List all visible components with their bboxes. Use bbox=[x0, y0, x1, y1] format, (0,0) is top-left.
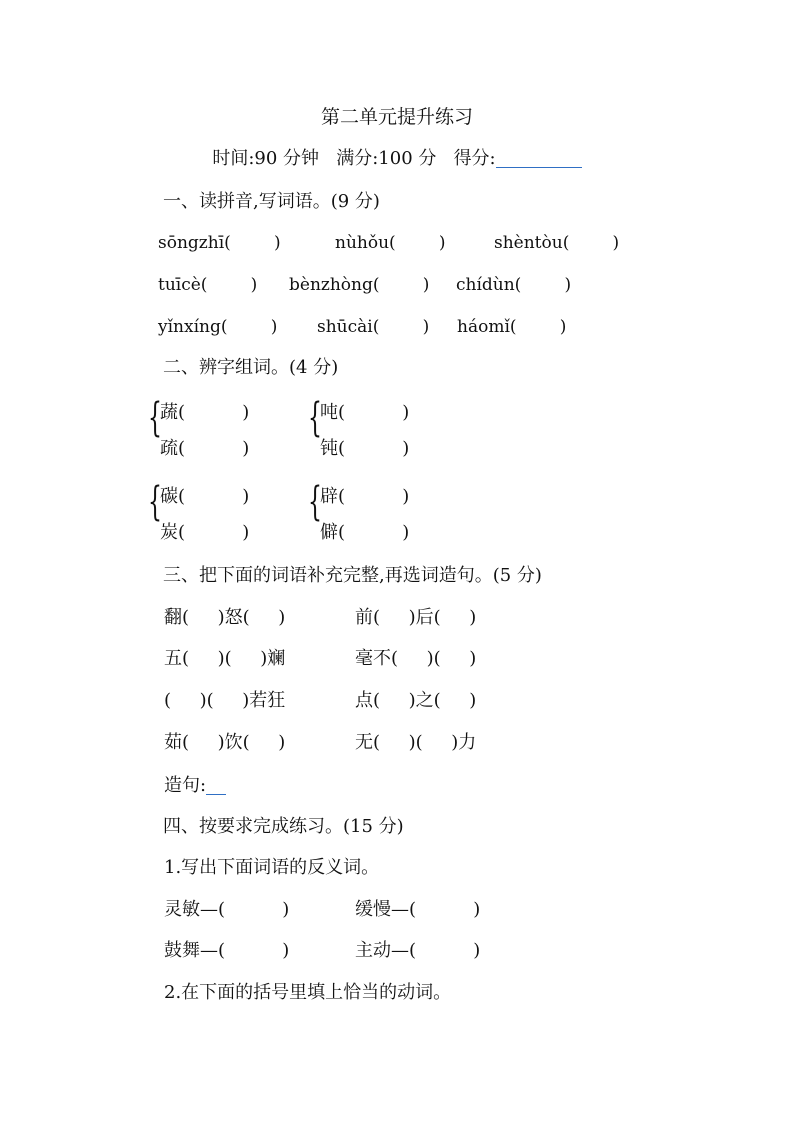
sentence-row bbox=[164, 774, 226, 797]
idiom-item: 前( )后( ) bbox=[355, 607, 477, 628]
score-blank[interactable] bbox=[496, 147, 582, 168]
pinyin-item: sōngzhī( ) bbox=[158, 233, 281, 253]
pinyin-item: shūcài( ) bbox=[317, 317, 430, 337]
sentence-blank[interactable] bbox=[206, 774, 226, 795]
full-score-info: 满分:100 分 bbox=[336, 148, 437, 169]
char-item: 疏( ) bbox=[160, 438, 250, 459]
pinyin-item: tuīcè( ) bbox=[158, 275, 258, 295]
section-2-heading: 二、辨字组词。(4 分) bbox=[163, 357, 339, 378]
page-title: 第二单元提升练习 bbox=[320, 106, 473, 128]
pinyin-item: bènzhòng( ) bbox=[289, 275, 430, 295]
idiom-item: 翻( )怒( ) bbox=[164, 607, 286, 628]
score-label: 得分: bbox=[453, 148, 496, 169]
section-1-heading: 一、读拼音,写词语。(9 分) bbox=[163, 191, 380, 212]
char-item: 吨( ) bbox=[320, 402, 410, 423]
antonym-item: 鼓舞—( ) bbox=[164, 940, 290, 961]
sentence-label: 造句: bbox=[164, 775, 207, 796]
idiom-item: 茹( )饮( ) bbox=[164, 732, 286, 753]
pinyin-item: yǐnxíng( ) bbox=[158, 317, 278, 337]
question-1: 1.写出下面词语的反义词。 bbox=[164, 857, 380, 878]
pinyin-item: shèntòu( ) bbox=[494, 233, 620, 253]
idiom-item: 点( )之( ) bbox=[355, 690, 477, 711]
pinyin-item: nùhǒu( ) bbox=[335, 233, 446, 253]
char-item: 炭( ) bbox=[160, 522, 250, 543]
antonym-item: 主动—( ) bbox=[355, 940, 481, 961]
antonym-item: 灵敏—( ) bbox=[164, 899, 290, 920]
section-3-heading: 三、把下面的词语补充完整,再选词造句。(5 分) bbox=[163, 565, 542, 586]
brace: { bbox=[308, 479, 322, 525]
pinyin-item: háomǐ( ) bbox=[457, 317, 567, 337]
question-2: 2.在下面的括号里填上恰当的动词。 bbox=[164, 982, 452, 1003]
time-info: 时间:90 分钟 bbox=[212, 148, 320, 169]
char-item: 碳( ) bbox=[160, 486, 250, 507]
antonym-item: 缓慢—( ) bbox=[355, 899, 481, 920]
header-info bbox=[0, 147, 794, 170]
idiom-item: 五( )( )斓 bbox=[164, 648, 286, 669]
idiom-item: ( )( )若狂 bbox=[164, 690, 286, 711]
idiom-item: 无( )( )力 bbox=[355, 732, 477, 753]
char-item: 蔬( ) bbox=[160, 402, 250, 423]
pinyin-item: chídùn( ) bbox=[456, 275, 572, 295]
idiom-item: 毫不( )( ) bbox=[355, 648, 477, 669]
brace: { bbox=[148, 395, 162, 441]
char-item: 辟( ) bbox=[320, 486, 410, 507]
section-4-heading: 四、按要求完成练习。(15 分) bbox=[163, 816, 404, 837]
brace: { bbox=[308, 395, 322, 441]
char-item: 僻( ) bbox=[320, 522, 410, 543]
char-item: 钝( ) bbox=[320, 438, 410, 459]
brace: { bbox=[148, 479, 162, 525]
